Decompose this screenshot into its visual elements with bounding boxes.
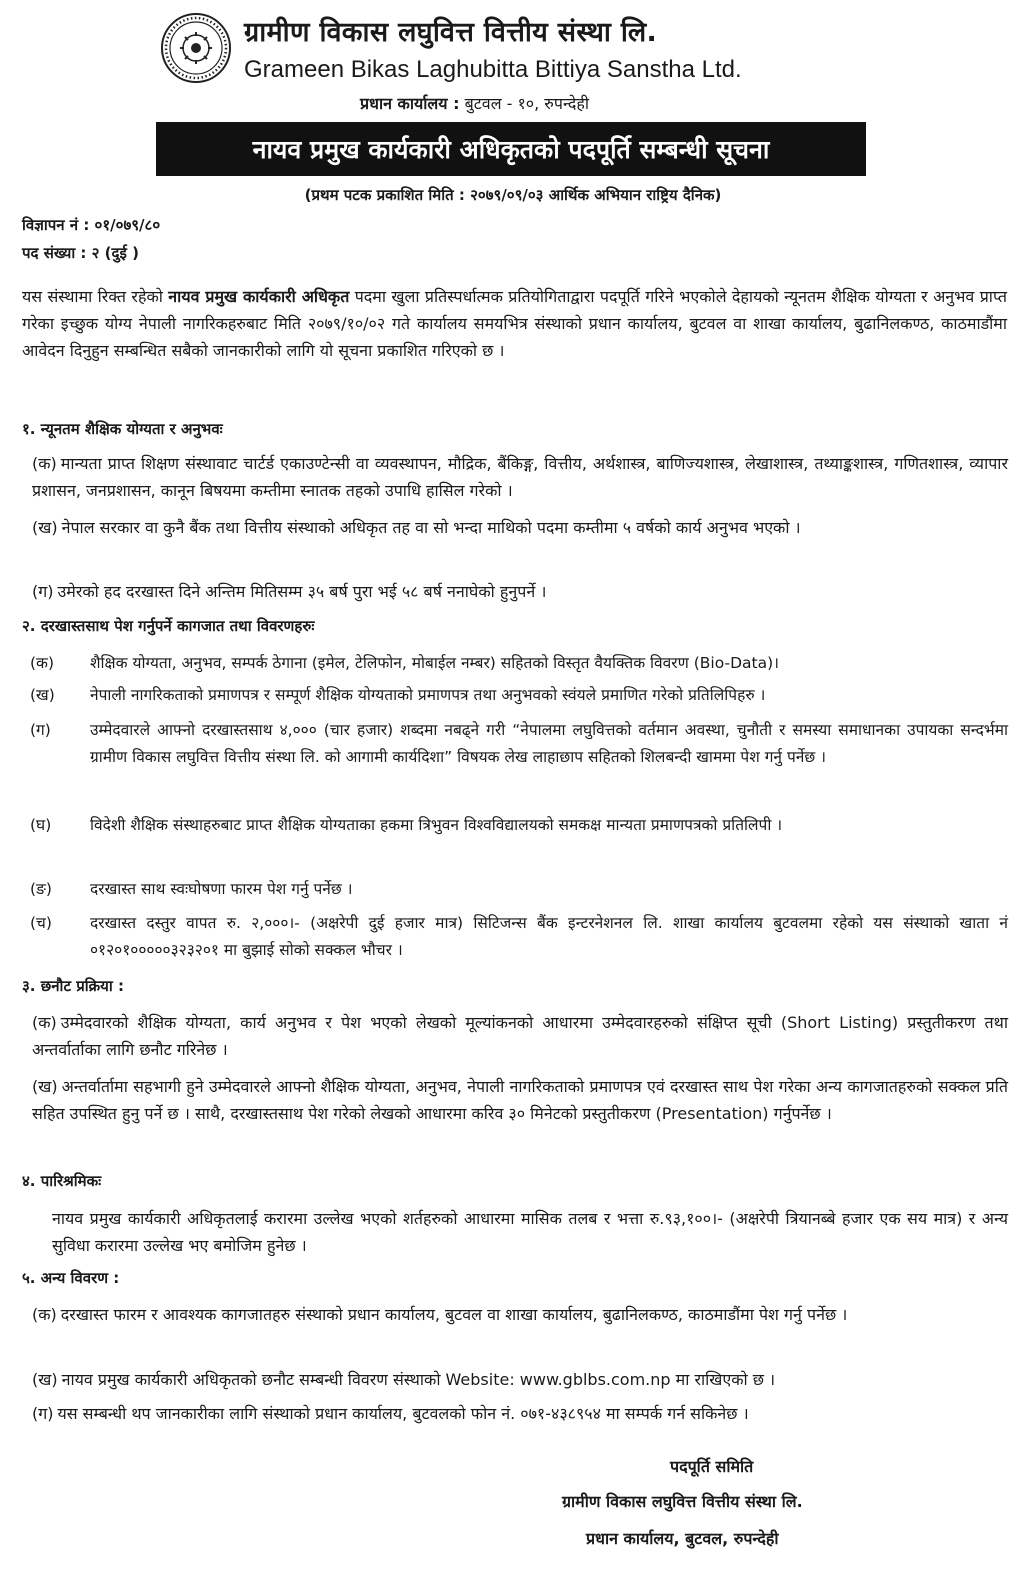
item-marker: (ख) [32, 518, 58, 537]
item-text: नायव प्रमुख कार्यकारी अधिकृतको छनौट सम्बन्धी विवरण संस्थाको Website: www.gblbs.com.np मा राखिएको छ । [61, 1370, 776, 1389]
section-4-heading: ४. पारिश्रमिकः [22, 1172, 102, 1190]
signature-organization: ग्रामीण विकास लघुवित्त वित्तीय संस्था लि. [562, 1492, 803, 1511]
section-5-heading: ५. अन्य विवरण : [22, 1269, 120, 1287]
item-marker: (ख) [32, 1370, 58, 1389]
item-marker: (क) [32, 454, 57, 473]
item-text: अन्तर्वार्तामा सहभागी हुने उम्मेदवारले आफ्नो शैक्षिक योग्यता, अनुभव, नेपाली नागरिकताको प्रमाणपत्र एवं दरखास्त साथ पेश गरेका अन्य कागजातहरुको सक्कल प्रति सहित उपस्थित हुनु पर्ने छ । साथै, दरखास्तसाथ पेश गरेको लेखको आधारमा करिव ३० मिनेटको प्रस्तुतीकरण (Presentation) गर्नुपर्नेछ । [32, 1077, 1008, 1123]
signature-office: प्रधान कार्यालय, बुटवल, रुपन्देही [586, 1529, 779, 1548]
section-1-item-kha [32, 514, 1008, 541]
advertisement-number: विज्ञापन नं : ०१/०७९/८० [22, 216, 161, 234]
item-marker: (च) [30, 914, 52, 932]
org-name-english: Grameen Bikas Laghubitta Bittiya Sanstha Ltd. [244, 56, 742, 83]
notice-title: नायव प्रमुख कार्यकारी अधिकृतको पदपूर्ति सम्बन्धी सूचना [252, 135, 770, 164]
notice-title-banner [156, 122, 866, 176]
section-2-item-ka [30, 650, 1008, 677]
section-2-item-ga [30, 717, 1008, 771]
item-text: विदेशी शैक्षिक संस्थाहरुबाट प्राप्त शैक्षिक योग्यताका हकमा त्रिभुवन विश्वविद्यालयको समकक्ष मान्यता प्रमाणपत्रको प्रतिलिपी । [90, 816, 783, 834]
item-text: उम्मेदवारको शैक्षिक योग्यता, कार्य अनुभव र पेश भएको लेखको मूल्यांकनको आधारमा उम्मेदवारहरुको संक्षिप्त सूची (Short Listing) प्रस्तुतीकरण तथा अन्तर्वार्ताका लागि छनौट गरिनेछ । [32, 1013, 1008, 1059]
item-marker: (ङ) [30, 880, 52, 898]
org-name-nepali: ग्रामीण विकास लघुवित्त वित्तीय संस्था लि. [244, 17, 658, 48]
intro-paragraph [22, 283, 1007, 364]
head-office-label: प्रधान कार्यालय : [360, 94, 460, 113]
item-text: उमेरको हद दरखास्त दिने अन्तिम मितिसम्म ३५ बर्ष पुरा भई ५८ बर्ष ननाघेको हुनुपर्ने । [57, 582, 547, 601]
section-3-item-ka [32, 1009, 1008, 1063]
item-text: यस सम्बन्धी थप जानकारीका लागि संस्थाको प्रधान कार्यालय, बुटवलको फोन नं. ०७१-४३८९५४ मा सम्पर्क गर्न सकिनेछ । [57, 1404, 749, 1423]
item-text: उम्मेदवारले आफ्नो दरखास्तसाथ ४,००० (चार हजार) शब्दमा नबढ्ने गरी “नेपालमा लघुवित्तको वर्तमान अवस्था, चुनौती र समस्या समाधानका उपायका सन्दर्भमा ग्रामीण विकास लघुवित्त वित्तीय संस्था लि. को आगामी कार्यदिशा” विषयक लेख लाहाछाप सहितको शिलबन्दी खाममा पेश गर्नु पर्नेछ । [90, 721, 1008, 766]
item-marker: (ग) [32, 582, 54, 601]
section-5-item-kha [32, 1366, 1008, 1393]
head-office-value: बुटवल - १०, रुपन्देही [464, 94, 590, 113]
section-2-item-gha [30, 812, 1008, 839]
item-marker: (ग) [32, 1404, 54, 1423]
item-text: मान्यता प्राप्त शिक्षण संस्थावाट चार्टर्ड एकाउण्टेन्सी वा व्यवस्थापन, मौद्रिक, बैंकिङ्ग, वित्तीय, अर्थशास्त्र, बाणिज्यशास्त्र, लेखाशास्त्र, तथ्याङ्कशास्त्र, गणितशास्त्र, व्यापार प्रशासन, जनप्रशासन, कानून बिषयमा कम्तीमा स्नातक तहको उपाधि हासिल गरेको । [32, 454, 1008, 500]
post-count: पद संख्या : २ (दुई ) [22, 244, 139, 262]
section-3-item-kha [32, 1073, 1008, 1127]
section-1-heading: १. न्यूनतम शैक्षिक योग्यता र अनुभवः [22, 420, 223, 438]
item-text: नेपाल सरकार वा कुनै बैंक तथा वित्तीय संस्थाको अधिकृत तह वा सो भन्दा माथिको पदमा कम्तीमा ५ वर्षको कार्य अनुभव भएको । [61, 518, 801, 537]
item-marker: (ख) [32, 1077, 58, 1096]
publication-info: (प्रथम पटक प्रकाशित मिति : २०७९/०९/०३ आर्थिक अभियान राष्ट्रिय दैनिक) [304, 186, 722, 204]
section-1-item-ga [32, 578, 1008, 605]
item-marker: (क) [32, 1305, 57, 1324]
intro-part-1: यस संस्थामा रिक्त रहेको [22, 287, 169, 306]
intro-part-2: पदमा खुला प्रतिस्पर्धात्मक प्रतियोगिताद्वारा पदपूर्ति गरिने भएकोले देहायको न्यूनतम शैक्षिक योग्यता र अनुभव प्राप्त गरेका इच्छुक योग्य नेपाली नागरिकहरुबाट मिति २०७९/१०/०२ गते कार्यालय समयभित्र संस्थाको प्रधान कार्यालय, बुटवल वा शाखा कार्यालय, बुढानिलकण्ठ, काठमाडौंमा आवेदन दिनुहुन सम्बन्धित सबैको जानकारीको लागि यो सूचना प्रकाशित गरिएको छ । [22, 287, 1007, 360]
item-text: दरखास्त दस्तुर वापत रु. २,०००।- (अक्षरेपी दुई हजार मात्र) सिटिजन्स बैंक इन्टरनेशनल लि. शाखा कार्यालय बुटवलमा रहेको यस संस्थाको खाता नं ०१२०१०००००३२३२०१ मा बुझाई सोको सक्कल भौचर । [90, 914, 1008, 959]
section-1-item-ka [32, 450, 1008, 504]
item-text: नेपाली नागरिकताको प्रमाणपत्र र सम्पूर्ण शैक्षिक योग्यताको प्रमाणपत्र तथा अनुभवको स्वंयले प्रमाणित गरेको प्रतिलिपिहरु । [90, 686, 766, 704]
section-2-item-kha [30, 682, 1008, 709]
organization-seal-icon [160, 12, 232, 84]
item-marker: (घ) [30, 816, 52, 834]
signature-committee: पदपूर्ति समिति [670, 1457, 754, 1476]
section-2-item-nga [30, 876, 1008, 903]
section-5-item-ga [32, 1400, 1008, 1427]
item-text: दरखास्त साथ स्वःघोषणा फारम पेश गर्नु पर्नेछ । [90, 880, 353, 898]
item-marker: (क) [32, 1013, 57, 1032]
section-2-item-cha [30, 910, 1008, 964]
item-text: दरखास्त फारम र आवश्यक कागजातहरु संस्थाको प्रधान कार्यालय, बुटवल वा शाखा कार्यालय, बुढानिलकण्ठ, काठमाडौंमा पेश गर्नु पर्नेछ । [60, 1305, 848, 1324]
section-2-heading: २. दरखास्तसाथ पेश गर्नुपर्ने कागजात तथा विवरणहरुः [22, 617, 315, 635]
item-text: शैक्षिक योग्यता, अनुभव, सम्पर्क ठेगाना (इमेल, टेलिफोन, मोबाईल नम्बर) सहितको विस्तृत वैयक्तिक विवरण (Bio-Data)। [90, 654, 780, 672]
item-marker: (ग) [30, 721, 51, 739]
item-marker: (क) [30, 654, 54, 672]
section-3-heading: ३. छनौट प्रक्रिया : [22, 977, 124, 995]
head-office-line [360, 92, 589, 114]
section-4-text: नायव प्रमुख कार्यकारी अधिकृतलाई करारमा उल्लेख भएको शर्तहरुको आधारमा मासिक तलब र भत्ता रु.९३,१००।- (अक्षरेपी त्रियानब्बे हजार एक सय मात्र) र अन्य सुविधा करारमा उल्लेख भए बमोजिम हुनेछ । [52, 1209, 1008, 1255]
section-5-item-ka [32, 1301, 1008, 1328]
intro-post-name: नायव प्रमुख कार्यकारी अधिकृत [168, 287, 350, 306]
item-marker: (ख) [30, 686, 55, 704]
